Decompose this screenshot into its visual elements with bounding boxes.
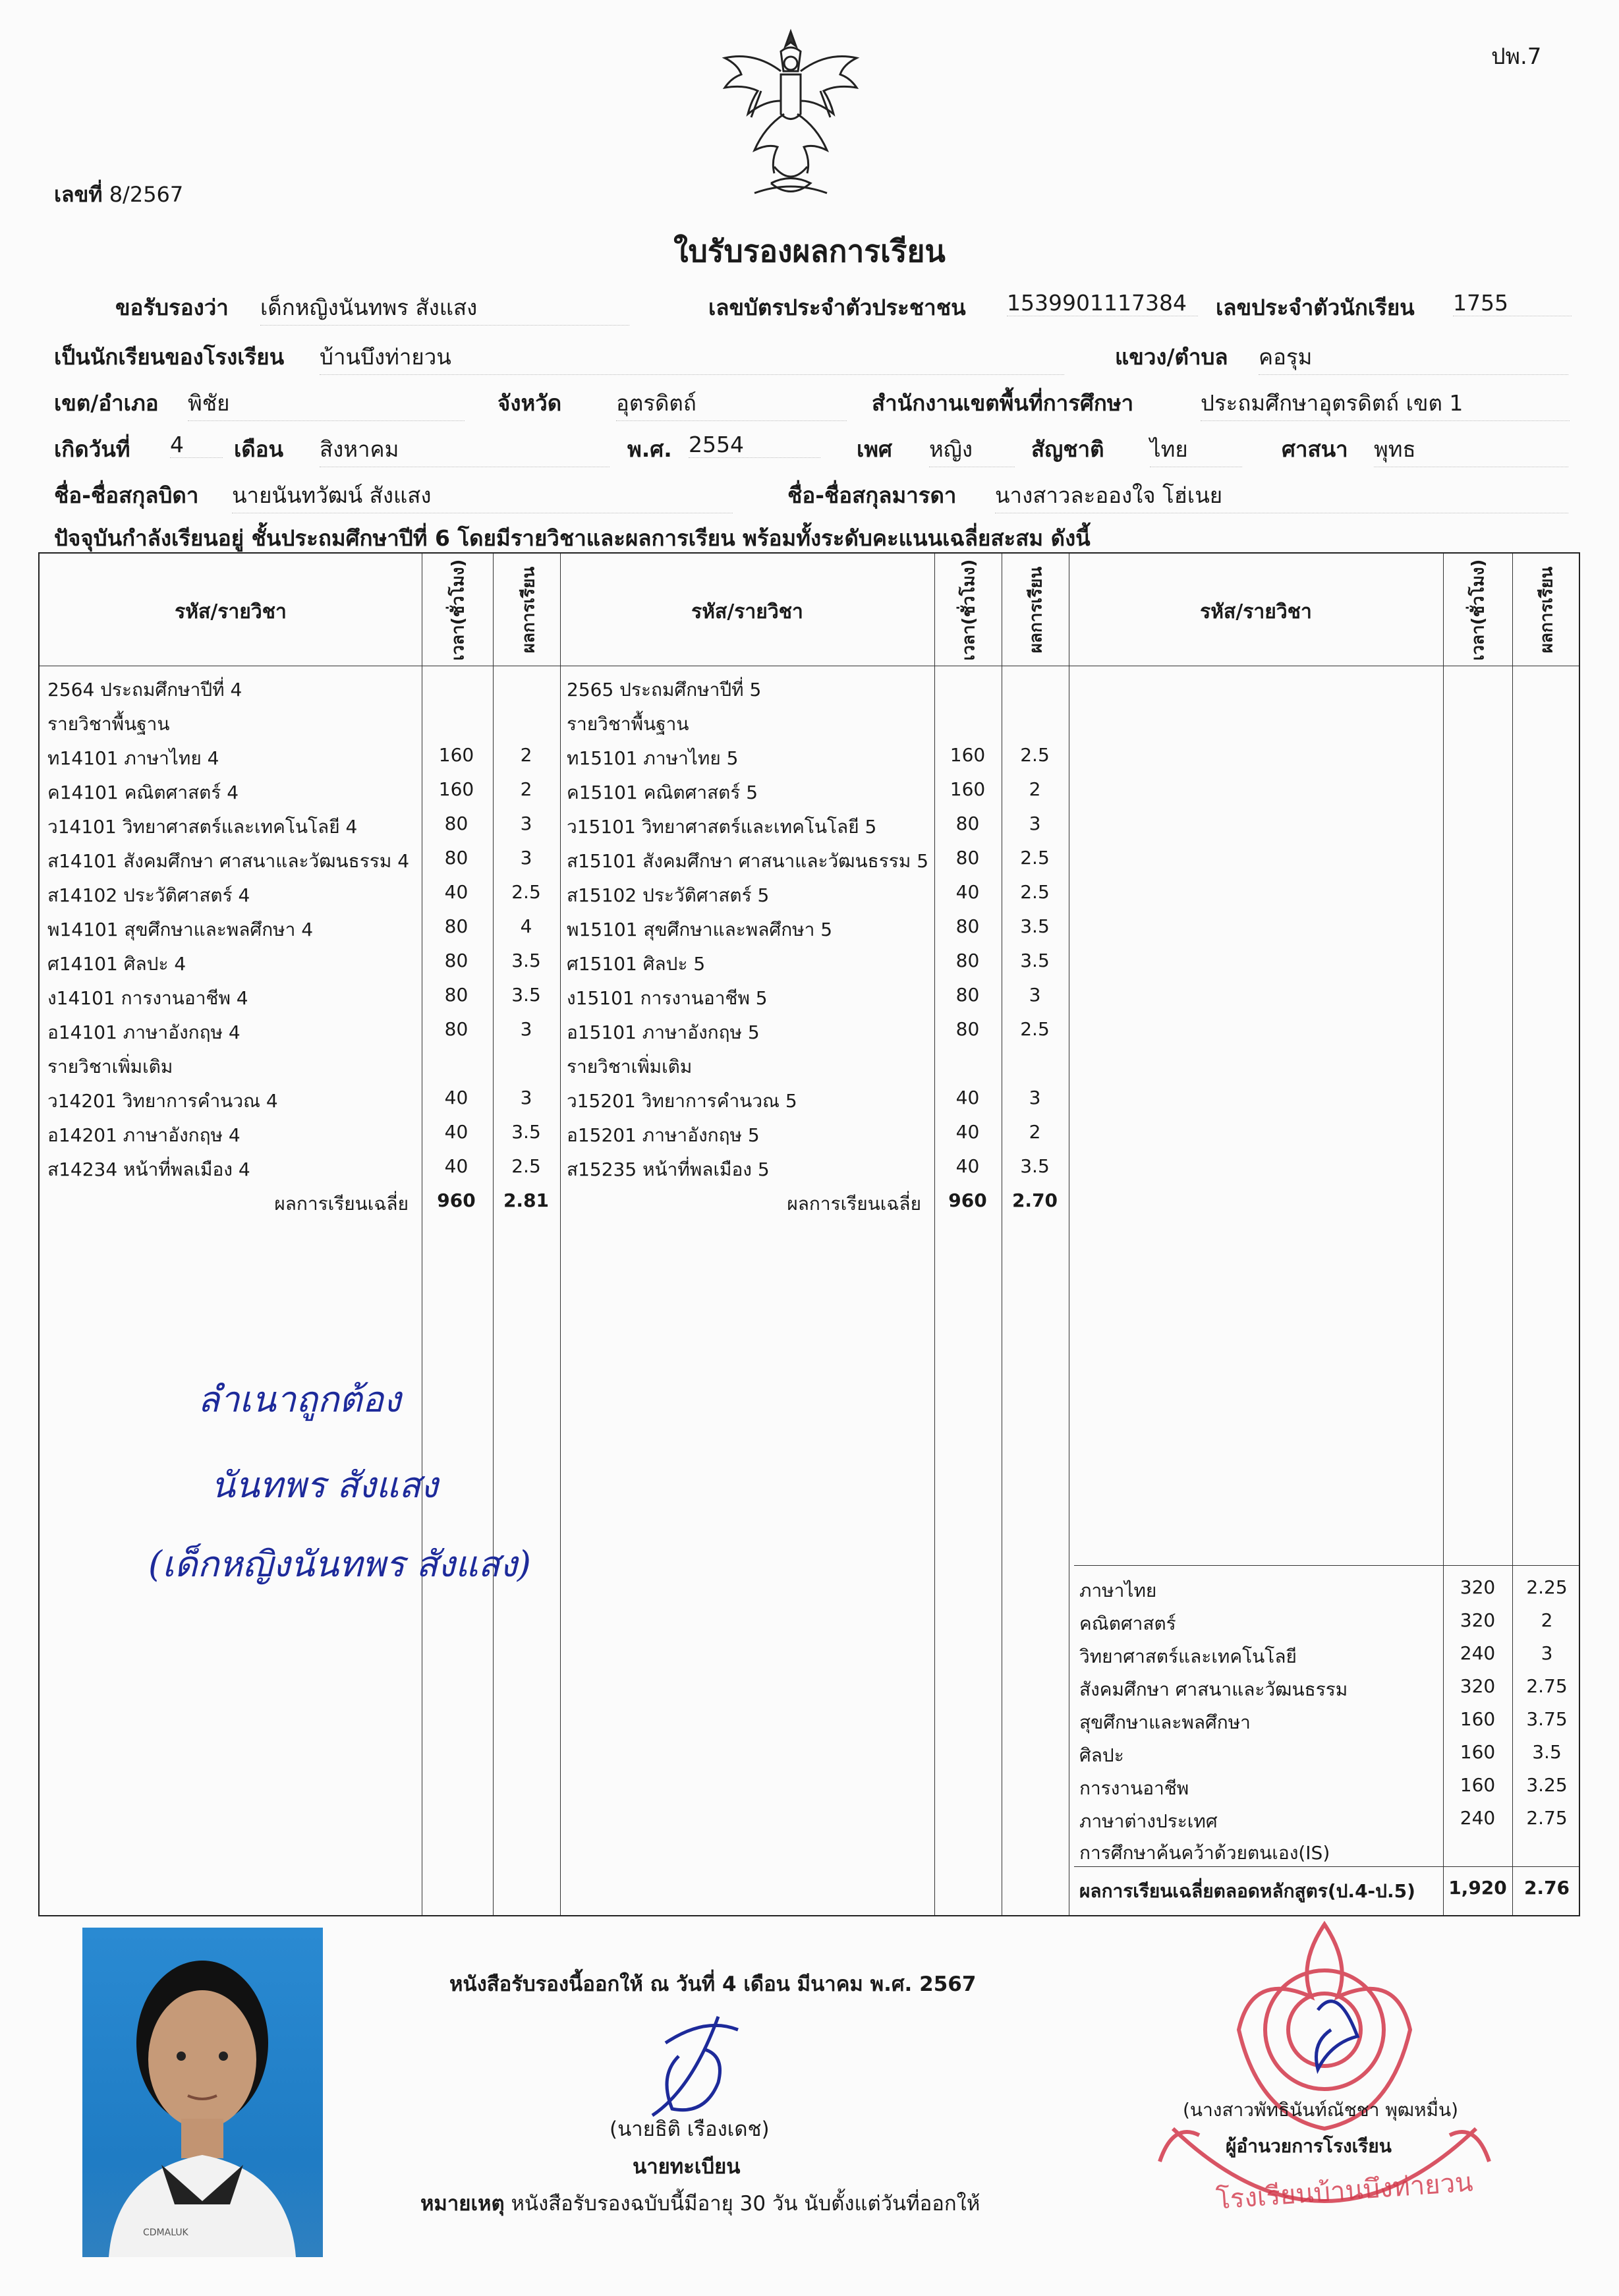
nationality: ไทย — [1150, 432, 1242, 467]
summary-hours: 320 — [1460, 1675, 1496, 1697]
header-grade-2: ผลการเรียน — [1026, 566, 1046, 654]
col2-r5-subject: พ15101 สุขศึกษาและพลศึกษา 5 — [567, 919, 833, 940]
col2-avg-grade: 2.70 — [1011, 1190, 1058, 1211]
col2-r1-hours: 160 — [950, 778, 986, 800]
religion-label: ศาสนา — [1282, 436, 1348, 462]
col2-r7-hours: 80 — [955, 984, 980, 1006]
doc-code: ปพ.7 — [1491, 43, 1542, 70]
handwriting-name: (เด็กหญิงนันทพร สังแสง) — [148, 1543, 531, 1585]
col2-e1-subject: อ15201 ภาษาอังกฤษ 5 — [567, 1124, 760, 1146]
col2-r2-grade: 3 — [1029, 813, 1041, 834]
overall-hours: 1,920 — [1448, 1877, 1507, 1899]
col1-e1-hours: 40 — [444, 1121, 469, 1143]
summary-subject: ภาษาไทย — [1079, 1580, 1157, 1601]
province: อุตรดิตถ์ — [616, 386, 847, 421]
col2-r1-subject: ค15101 คณิตศาสตร์ 5 — [567, 782, 758, 803]
col1-e0-hours: 40 — [444, 1087, 469, 1108]
col1-r7-hours: 80 — [444, 984, 469, 1006]
col1-r1-hours: 160 — [438, 778, 474, 800]
district: พิชัย — [188, 386, 465, 421]
registrar-signature — [626, 2003, 758, 2129]
col1-e2-hours: 40 — [444, 1155, 469, 1177]
col2-e1-hours: 40 — [955, 1121, 980, 1143]
doc-number — [54, 178, 183, 212]
col2-r8-hours: 80 — [955, 1018, 980, 1040]
col1-r1-subject: ค14101 คณิตศาสตร์ 4 — [47, 782, 239, 803]
summary-subject: สุขศึกษาและพลศึกษา — [1079, 1711, 1251, 1733]
col2-r2-subject: ว15101 วิทยาศาสตร์และเทคโนโลยี 5 — [567, 816, 877, 838]
header-subject-1: รหัส/รายวิชา — [175, 600, 287, 623]
col1-basic-heading: รายวิชาพื้นฐาน — [47, 713, 170, 735]
summary-hours: 160 — [1460, 1741, 1496, 1763]
summary-grade: 3.5 — [1532, 1741, 1562, 1763]
birth-year-label: พ.ศ. — [627, 436, 672, 462]
col1-r8-hours: 80 — [444, 1018, 469, 1040]
col2-r3-subject: ส15101 สังคมศึกษา ศาสนาและวัฒนธรรม 5 — [567, 850, 929, 872]
col1-r3-subject: ส14101 สังคมศึกษา ศาสนาและวัฒนธรรม 4 — [47, 850, 410, 872]
col1-e0-grade: 3 — [520, 1087, 532, 1108]
province-label: จังหวัด — [497, 390, 562, 416]
summary-grade: 2.75 — [1526, 1675, 1568, 1697]
col1-r5-grade: 4 — [520, 915, 532, 937]
area-office: ประถมศึกษาอุตรดิตถ์ เขต 1 — [1201, 386, 1570, 421]
col1-avg-grade: 2.81 — [503, 1190, 550, 1211]
col1-extra-heading: รายวิชาเพิ่มเติม — [47, 1056, 173, 1077]
current-text: ปัจจุบันกำลังเรียนอยู่ ชั้นประถมศึกษาปีที่ 6 โดยมีรายวิชาและผลการเรียน พร้อมทั้งระดับคะแนนเฉลี่ยสะสม ดังนี้ — [54, 525, 1091, 551]
col2-r0-subject: ท15101 ภาษาไทย 5 — [567, 747, 739, 769]
col1-r0-subject: ท14101 ภาษาไทย 4 — [47, 747, 219, 769]
summary-row — [1079, 1576, 1580, 1603]
header-subject-3: รหัส/รายวิชา — [1200, 600, 1312, 623]
summary-subject: ภาษาต่างประเทศ — [1079, 1810, 1218, 1832]
col2-r3-hours: 80 — [955, 847, 980, 869]
col2-basic-heading: รายวิชาพื้นฐาน — [567, 713, 689, 735]
col2-e2-grade: 3.5 — [1020, 1155, 1050, 1177]
col2-r5-grade: 3.5 — [1020, 915, 1050, 937]
director-title: ผู้อำนวยการโรงเรียน — [1226, 2135, 1392, 2157]
summary-hours: 240 — [1460, 1807, 1496, 1829]
summary-hours: 320 — [1460, 1609, 1496, 1631]
col1-r6-subject: ศ14101 ศิลปะ 4 — [47, 953, 186, 975]
summary-grade: 3 — [1541, 1642, 1553, 1664]
father: นายนันทวัฒน์ สังแสง — [232, 478, 733, 513]
summary-hours: 240 — [1460, 1642, 1496, 1664]
birth-day: 4 — [170, 432, 223, 458]
summary-row — [1079, 1741, 1580, 1767]
col2-avg-label: ผลการเรียนเฉลี่ย — [787, 1193, 921, 1215]
col2-r3-grade: 2.5 — [1020, 847, 1050, 869]
student-name: เด็กหญิงนันทพร สังแสง — [260, 290, 629, 326]
col1-r8-subject: อ14101 ภาษาอังกฤษ 4 — [47, 1021, 241, 1043]
sex: หญิง — [929, 432, 1015, 467]
grades-table — [38, 552, 1580, 1916]
district-label: เขต/อำเภอ — [54, 390, 159, 416]
nationality-label: สัญชาติ — [1031, 436, 1104, 462]
col2-r0-hours: 160 — [950, 744, 986, 766]
mother-label: ชื่อ-ชื่อสกุลมารดา — [787, 482, 957, 508]
note-text: หนังสือรับรองฉบับนี้มีอายุ 30 วัน นับตั้งแต่วันที่ออกให้ — [511, 2192, 980, 2216]
summary-grade: 2.75 — [1526, 1807, 1568, 1829]
col2-r7-subject: ง15101 การงานอาชีพ 5 — [567, 987, 768, 1009]
summary-hours: 160 — [1460, 1774, 1496, 1796]
col2-extra-heading: รายวิชาเพิ่มเติม — [567, 1056, 693, 1077]
school-label: เป็นนักเรียนของโรงเรียน — [54, 344, 285, 370]
director-name: (นางสาวพัทธินันท์ณัชชา พุฒหมื่น) — [1183, 2099, 1459, 2121]
col1-r0-hours: 160 — [438, 744, 474, 766]
subdistrict: คอรุม — [1259, 339, 1568, 375]
col1-e2-grade: 2.5 — [511, 1155, 541, 1177]
garuda-emblem — [715, 25, 866, 206]
student-photo — [82, 1928, 323, 2257]
note-label: หมายเหตุ — [420, 2192, 505, 2216]
overall-grade: 2.76 — [1523, 1877, 1570, 1899]
sex-label: เพศ — [857, 436, 892, 462]
area-office-label: สำนักงานเขตพื้นที่การศึกษา — [872, 390, 1134, 416]
col2-r4-hours: 40 — [955, 881, 980, 903]
handwriting-signature: นันทพร สังแสง — [211, 1464, 438, 1506]
col2-r7-grade: 3 — [1029, 984, 1041, 1006]
col1-r8-grade: 3 — [520, 1018, 532, 1040]
school: บ้านบึงท่ายวน — [320, 339, 1064, 375]
col1-r4-grade: 2.5 — [511, 881, 541, 903]
registrar-title: นายทะเบียน — [633, 2155, 741, 2179]
summary-subject: คณิตศาสตร์ — [1079, 1613, 1176, 1634]
col1-r6-grade: 3.5 — [511, 950, 541, 971]
birth-day-label: เกิดวันที่ — [54, 436, 130, 462]
col1-r7-grade: 3.5 — [511, 984, 541, 1006]
subdistrict-label: แขวง/ตำบล — [1115, 344, 1228, 370]
col1-r7-subject: ง14101 การงานอาชีพ 4 — [47, 987, 248, 1009]
summary-row — [1079, 1807, 1580, 1833]
page-title: ใบรับรองผลการเรียน — [673, 233, 946, 269]
col1-r0-grade: 2 — [520, 744, 532, 766]
religion: พุทธ — [1374, 432, 1568, 467]
col1-r6-hours: 80 — [444, 950, 469, 971]
col1-e1-grade: 3.5 — [511, 1121, 541, 1143]
col2-r5-hours: 80 — [955, 915, 980, 937]
col2-e0-grade: 3 — [1029, 1087, 1041, 1108]
registrar-name: (นายธิติ เรืองเดช) — [610, 2117, 770, 2141]
col2-r2-hours: 80 — [955, 813, 980, 834]
header-subject-2: รหัส/รายวิชา — [691, 600, 803, 623]
summary-row — [1079, 1839, 1580, 1865]
student-no-label: เลขประจำตัวนักเรียน — [1216, 295, 1415, 320]
summary-subject: สังคมศึกษา ศาสนาและวัฒนธรรม — [1079, 1679, 1348, 1700]
col1-r2-subject: ว14101 วิทยาศาสตร์และเทคโนโลยี 4 — [47, 816, 358, 838]
col1-r3-hours: 80 — [444, 847, 469, 869]
col2-r8-grade: 2.5 — [1020, 1018, 1050, 1040]
col2-r6-subject: ศ15101 ศิลปะ 5 — [567, 953, 706, 975]
summary-hours: 320 — [1460, 1576, 1496, 1598]
mother: นางสาวละอองใจ โฮ่เนย — [995, 478, 1568, 513]
col2-avg-hours: 960 — [948, 1190, 987, 1211]
col2-r8-subject: อ15101 ภาษาอังกฤษ 5 — [567, 1021, 760, 1043]
summary-row — [1079, 1642, 1580, 1669]
summary-subject: การศึกษาค้นคว้าด้วยตนเอง(IS) — [1079, 1842, 1330, 1864]
header-hours-3: เวลา(ชั่วโมง) — [1468, 559, 1489, 661]
birth-month-label: เดือน — [234, 436, 284, 462]
note — [420, 2187, 980, 2220]
col1-e1-subject: อ14201 ภาษาอังกฤษ 4 — [47, 1124, 241, 1146]
summary-row — [1079, 1609, 1580, 1636]
col2-r0-grade: 2.5 — [1020, 744, 1050, 766]
summary-grade: 3.75 — [1526, 1708, 1568, 1730]
overall-label: ผลการเรียนเฉลี่ยตลอดหลักสูตร(ป.4-ป.5) — [1079, 1880, 1415, 1902]
summary-subject: วิทยาศาสตร์และเทคโนโลยี — [1079, 1646, 1297, 1667]
student-no: 1755 — [1453, 290, 1572, 316]
col2-e1-grade: 2 — [1029, 1121, 1041, 1143]
col1-avg-label: ผลการเรียนเฉลี่ย — [274, 1193, 409, 1215]
summary-grade: 3.25 — [1526, 1774, 1568, 1796]
certify-label: ขอรับรองว่า — [115, 295, 229, 320]
col2-r4-grade: 2.5 — [1020, 881, 1050, 903]
col1-r4-subject: ส14102 ประวัติศาสตร์ 4 — [47, 884, 250, 906]
seal-text: โรงเรียนบ้านบึงท่ายวน — [1214, 2167, 1474, 2216]
father-label: ชื่อ-ชื่อสกุลบิดา — [54, 482, 199, 508]
id-card-label: เลขบัตรประจำตัวประชาชน — [708, 295, 966, 320]
photo-badge: CDMALUK — [143, 2227, 188, 2238]
col1-r2-grade: 3 — [520, 813, 532, 834]
birth-month: สิงหาคม — [320, 432, 610, 467]
id-card: 1539901117384 — [1007, 290, 1198, 316]
summary-subject: ศิลปะ — [1079, 1744, 1124, 1766]
col2-r4-subject: ส15102 ประวัติศาสตร์ 5 — [567, 884, 770, 906]
summary-subject: การงานอาชีพ — [1079, 1777, 1189, 1799]
col2-r6-grade: 3.5 — [1020, 950, 1050, 971]
handwriting-certified: ลำเนาถูกต้อง — [198, 1379, 401, 1420]
header-grade-1: ผลการเรียน — [519, 566, 539, 654]
col1-r4-hours: 40 — [444, 881, 469, 903]
col2-r1-grade: 2 — [1029, 778, 1041, 800]
col2-e0-hours: 40 — [955, 1087, 980, 1108]
doc-number-label: เลขที่ — [54, 182, 103, 207]
birth-year: 2554 — [689, 432, 820, 458]
col1-r1-grade: 2 — [520, 778, 532, 800]
header-hours-1: เวลา(ชั่วโมง) — [448, 559, 469, 661]
summary-hours: 160 — [1460, 1708, 1496, 1730]
col1-r5-hours: 80 — [444, 915, 469, 937]
col1-e2-subject: ส14234 หน้าที่พลเมือง 4 — [47, 1159, 250, 1180]
col1-year: 2564 ประถมศึกษาปีที่ 4 — [47, 679, 242, 701]
col2-year: 2565 ประถมศึกษาปีที่ 5 — [567, 679, 762, 701]
summary-row — [1079, 1774, 1580, 1800]
col1-r2-hours: 80 — [444, 813, 469, 834]
col2-e0-subject: ว15201 วิทยาการคำนวณ 5 — [567, 1090, 797, 1112]
col1-e0-subject: ว14201 วิทยาการคำนวณ 4 — [47, 1090, 278, 1112]
col2-e2-subject: ส15235 หน้าที่พลเมือง 5 — [567, 1159, 770, 1180]
col1-r3-grade: 3 — [520, 847, 532, 869]
header-hours-2: เวลา(ชั่วโมง) — [959, 559, 979, 661]
summary-row — [1079, 1675, 1580, 1702]
doc-number-value: 8/2567 — [109, 182, 184, 207]
col1-avg-hours: 960 — [437, 1190, 476, 1211]
col2-r6-hours: 80 — [955, 950, 980, 971]
col1-r5-subject: พ14101 สุขศึกษาและพลศึกษา 4 — [47, 919, 314, 940]
summary-grade: 2 — [1541, 1609, 1553, 1631]
header-grade-3: ผลการเรียน — [1537, 566, 1557, 654]
summary-row — [1079, 1708, 1580, 1735]
overall-row — [1079, 1877, 1580, 1903]
summary-grade: 2.25 — [1526, 1576, 1568, 1598]
issue-text: หนังสือรับรองนี้ออกให้ ณ วันที่ 4 เดือน มีนาคม พ.ศ. 2567 — [449, 1972, 977, 1996]
col2-e2-hours: 40 — [955, 1155, 980, 1177]
